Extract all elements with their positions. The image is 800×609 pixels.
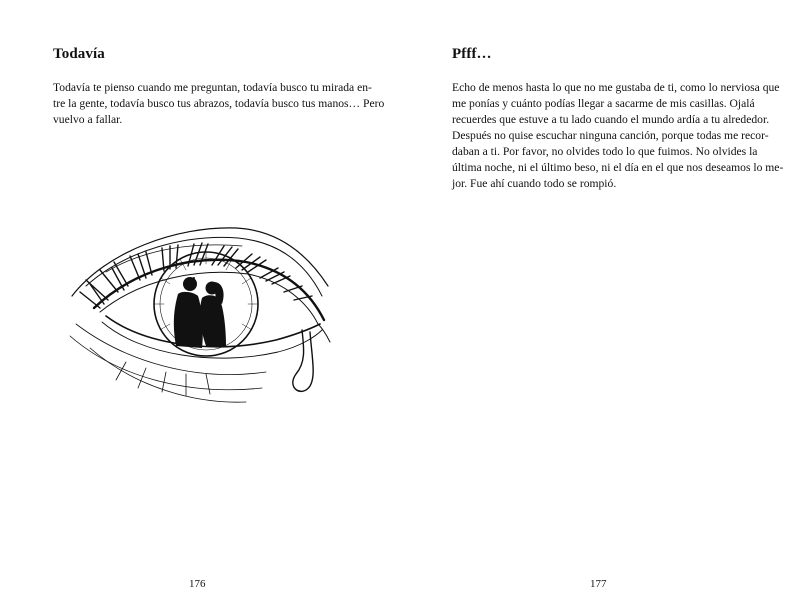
right-page-number: 177: [590, 578, 607, 590]
right-body-line: recuerdes que estuve a tu lado cuando el mundo ardía a tu alrededor.: [452, 113, 770, 126]
right-body-line: jor. Fue ahí cuando todo se rompió.: [452, 177, 617, 190]
right-page-body: [452, 80, 784, 192]
left-body-line: vuelvo a fallar.: [53, 113, 123, 126]
right-body-line: Echo de menos hasta lo que no me gustaba de ti, como lo nerviosa que: [452, 81, 780, 94]
left-body-line: tre la gente, todavía busco tus abrazos, todavía busco tus manos… Pero: [53, 97, 385, 110]
right-page-title: Pfff…: [452, 46, 492, 62]
left-page-title: Todavía: [53, 46, 105, 62]
right-body-line: Después no quise escuchar ninguna canción, porque todas me recor-: [452, 129, 769, 142]
left-page-number: 176: [189, 578, 206, 590]
right-body-line: daban a ti. Por favor, no olvides todo lo que fuimos. No olvides la: [452, 145, 758, 158]
right-page: [400, 0, 800, 609]
left-body-line: Todavía te pienso cuando me preguntan, todavía busco tu mirada en-: [53, 81, 372, 94]
right-body-line: última noche, ni el último beso, ni el día en el que nos deseamos lo me-: [452, 161, 784, 174]
eye-illustration-icon: [66, 212, 341, 408]
left-page-body: [53, 80, 385, 128]
right-body-line: me ponías y cuánto podías llegar a sacarme de mis casillas. Ojalá: [452, 97, 755, 110]
